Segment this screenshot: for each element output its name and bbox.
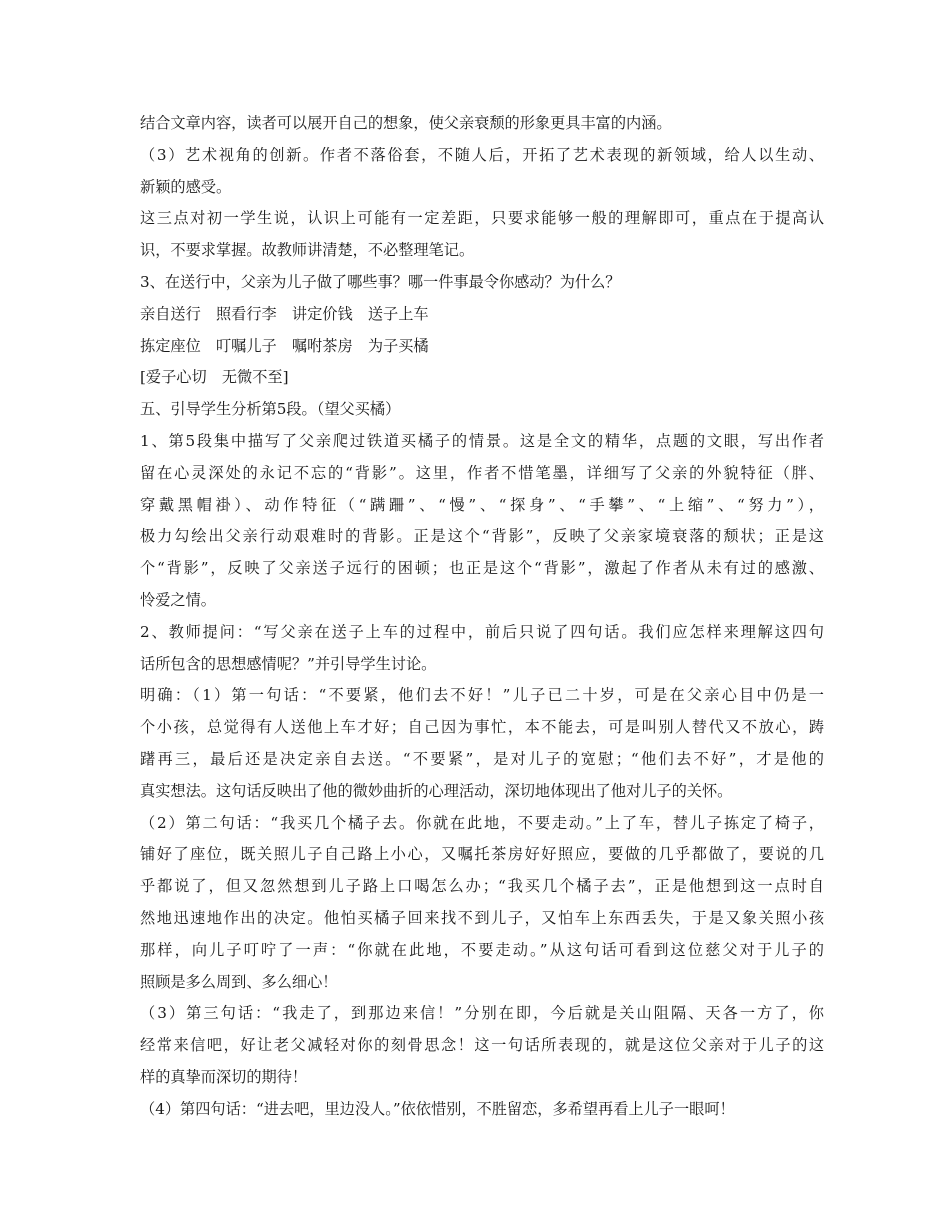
text-line: 那样，向儿子叮咛了一声：“你就在此地，不要走动。”从这句话可看到这位慈父对于儿子的	[140, 940, 824, 959]
text-line: 3、在送行中，父亲为儿子做了哪些事？哪一件事最令你感动？为什么？	[140, 272, 621, 291]
text-line: 怜爱之情。	[140, 590, 216, 609]
text-line: 五、引导学生分析第5段。（望父买橘）	[140, 400, 401, 419]
text-line: （3）艺术视角的创新。作者不落俗套，不随人后，开拓了艺术表现的新领域，给人以生动、	[140, 145, 824, 164]
text-line: （4）第四句话：“进去吧，里边没人。”依依惜别，不胜留恋，多希望再看上儿子一眼呵！	[140, 1099, 735, 1118]
text-line: （3）第三句话：“我走了，到那边来信！”分别在即，今后就是关山阻隔、天各一方了，你	[140, 1004, 824, 1023]
text-line: 个小孩，总觉得有人送他上车才好；自己因为事忙，本不能去，可是叫别人替代又不放心，踌	[140, 718, 824, 737]
text-line: 乎都说了，但又忽然想到儿子路上口喝怎么办；“我买几个橘子去”，正是他想到这一点时自	[140, 877, 824, 896]
text-line: 个“背影”，反映了父亲送子远行的困顿；也正是这个“背影”，激起了作者从未有过的感激、	[140, 559, 824, 578]
text-line: 铺好了座位，既关照儿子自己路上小心，又嘱托茶房好好照应，要做的几乎都做了，要说的几	[140, 845, 824, 864]
text-line: 2、教师提问：“写父亲在送子上车的过程中，前后只说了四句话。我们应怎样来理解这四句	[140, 622, 824, 641]
text-line: 话所包含的思想感情呢？”并引导学生讨论。	[140, 654, 437, 673]
text-line: [爱子心切 无微不至]	[140, 368, 289, 387]
text-line: 真实想法。这句话反映出了他的微妙曲折的心理活动，深切地体现出了他对儿子的关怀。	[140, 781, 733, 800]
text-line: 这三点对初一学生说，认识上可能有一定差距，只要求能够一般的理解即可，重点在于提高认	[140, 209, 824, 228]
text-line: 躇再三，最后还是决定亲自去送。“不要紧”，是对儿子的宽慰；“他们去不好”，才是他的	[140, 749, 824, 768]
text-line: 留在心灵深处的永记不忘的“背影”。这里，作者不惜笔墨，详细写了父亲的外貌特征（胖、	[140, 463, 824, 482]
text-line: 照顾是多么周到、多么细心！	[140, 972, 338, 991]
text-line: 识，不要求掌握。故教师讲清楚，不必整理笔记。	[140, 241, 475, 260]
text-line: （2）第二句话：“我买几个橘子去。你就在此地，不要走动。”上了车，替儿子拣定了椅子，	[140, 813, 824, 832]
text-line: 亲自送行 照看行李 讲定价钱 送子上车	[140, 304, 429, 323]
text-line: 新颖的感受。	[140, 177, 232, 196]
text-line: 经常来信吧，好让老父减轻对你的刻骨思念！这一句话所表现的，就是这位父亲对于儿子的这	[140, 1036, 824, 1055]
text-line: 结合文章内容，读者可以展开自己的想象，使父亲衰颓的形象更具丰富的内涵。	[140, 114, 672, 132]
text-line: 明确：（1）第一句话：“不要紧，他们去不好！”儿子已二十岁，可是在父亲心目中仍是一	[140, 686, 824, 705]
text-line: 然地迅速地作出的决定。他怕买橘子回来找不到儿子，又怕车上东西丢失，于是又象关照小孩	[140, 908, 824, 927]
text-line: 极力勾绘出父亲行动艰难时的背影。正是这个“背影”，反映了父亲家境衰落的颓状；正是这	[140, 527, 824, 546]
text-line: 样的真挚而深切的期待！	[140, 1067, 308, 1086]
text-line: 穿戴黑帽褂）、动作特征（“蹒跚”、“慢”、“探身”、“手攀”、“上缩”、“努力”），	[140, 495, 824, 514]
text-line: 1、第5段集中描写了父亲爬过铁道买橘子的情景。这是全文的精华，点题的文眼，写出作者	[140, 431, 824, 450]
text-line: 拣定座位 叮嘱儿子 嘱咐茶房 为子买橘	[140, 336, 429, 355]
document-body	[140, 108, 824, 1126]
